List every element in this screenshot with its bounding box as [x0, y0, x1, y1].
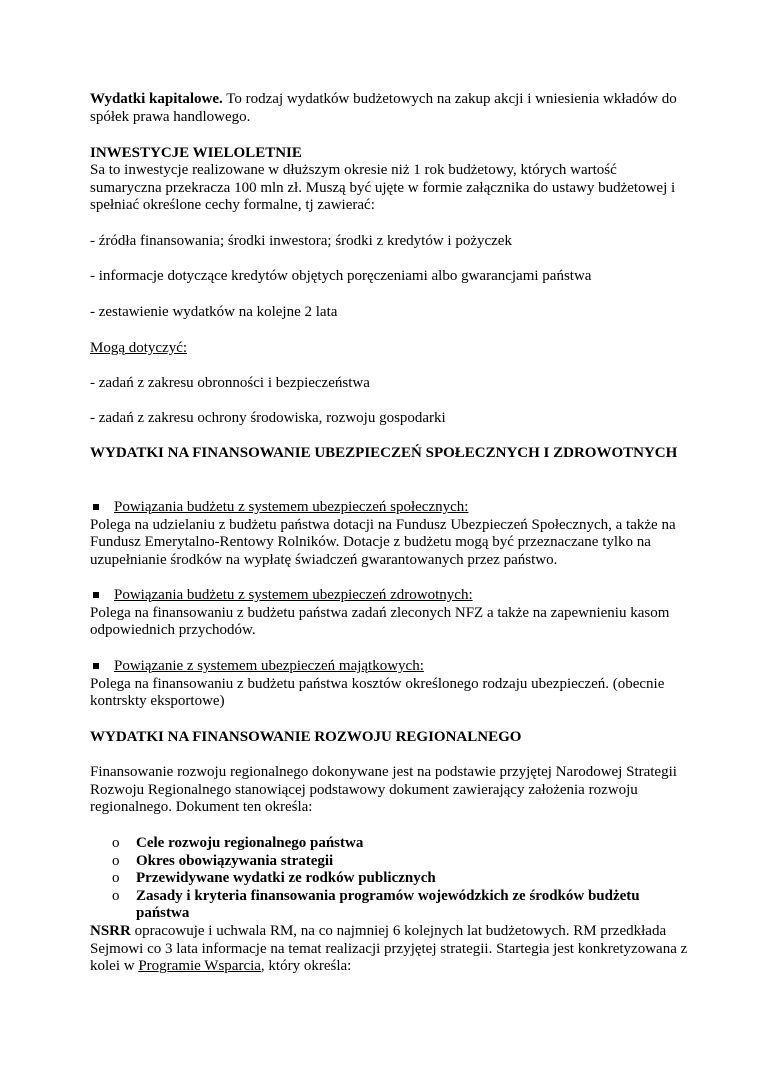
square-bullet-icon [93, 663, 99, 669]
square-bullet-icon [93, 592, 99, 598]
regional-list [90, 835, 690, 923]
social-insurance-text: Polega na udzielaniu z budżetu państwa dotacji na Fundusz Ubezpieczeń Społecznych, a także na Fundusz Emerytalno-Rentowy Rolników. Dotacje z budżetu mogą być przeznaczane tylko na uzupełnianie środków na wypłatę świadczeń gwarantowanych przez państwo. [90, 516, 676, 568]
circle-bullet-icon: o [112, 870, 120, 887]
property-insurance-text: Polega na finansowaniu z budżetu państwa kosztów określonego rodzaju ubezpieczeń. (obecnie kontrskty eksportowe) [90, 675, 665, 710]
regional-list-item [90, 835, 690, 853]
concern-label: Mogą dotyczyć: [90, 340, 188, 356]
regional-list-item-text: Okres obowiązywania strategii [136, 852, 334, 869]
property-insurance-section [90, 658, 690, 711]
social-insurance-title: Powiązania budżetu z systemem ubezpieczeń społecznych: [114, 499, 469, 515]
multiyear-heading: INWESTYCJE WIELOLETNIE [90, 145, 302, 161]
multiyear-item: - źródła finansowania; środki inwestora; środki z kredytów i pożyczek [90, 233, 512, 249]
social-insurance-title-row [90, 499, 690, 517]
regional-list-item [90, 853, 690, 871]
regional-heading: WYDATKI NA FINANSOWANIE ROZWOJU REGIONALNEGO [90, 729, 522, 745]
square-bullet-icon [93, 504, 99, 510]
property-insurance-title-row [90, 658, 690, 676]
support-program-link[interactable]: Programie Wsparcia [138, 958, 261, 975]
nsrr-abbr: NSRR [90, 923, 131, 939]
health-insurance-section [90, 587, 690, 640]
nsrr-paragraph [90, 923, 690, 976]
health-insurance-title: Powiązania budżetu z systemem ubezpieczeń zdrowotnych: [114, 587, 473, 603]
circle-bullet-icon: o [112, 852, 120, 869]
social-insurance-section [90, 499, 690, 569]
health-insurance-text: Polega na finansowaniu z budżetu państwa zadań zleconych NFZ a także na zapewnieniu kasom odpowiednich przychodów. [90, 604, 670, 639]
regional-intro: Finansowanie rozwoju regionalnego dokonywane jest na podstawie przyjętej Narodowej Strategii Rozwoju Regionalnego stanowiącej podstawowy dokument zawierający założenia rozwoju regionalnego. Dokument ten określa: [90, 764, 677, 816]
nsrr-text: opracowuje i uchwala RM, na co najmniej 6 kolejnych lat budżetowych. RM przedkłada Sejmowi co 3 lata informacje na temat realizacji przyjętej strategii. Startegia jest konkretyzowana z kolei w [90, 923, 688, 975]
capital-text: To rodzaj wydatków budżetowych na zakup akcji i wniesienia wkładów do spółek prawa handlowego. [90, 91, 677, 125]
capital-paragraph [90, 91, 690, 126]
regional-list-item-text: Zasady i kryteria finansowania programów wojewódzkich ze środków budżetu państwa [136, 887, 640, 922]
regional-list-item [90, 870, 690, 888]
multiyear-item: - zestawienie wydatków na kolejne 2 lata [90, 304, 338, 320]
multiyear-item: - informacje dotyczące kredytów objętych poręczeniami albo gwarancjami państwa [90, 268, 592, 284]
capital-title: Wydatki kapitalowe. [90, 91, 223, 107]
property-insurance-title: Powiązanie z systemem ubezpieczeń majątkowych: [114, 658, 424, 674]
regional-list-item-text: Przewidywane wydatki ze rodków publicznych [136, 870, 436, 887]
multiyear-intro: Sa to inwestycje realizowane w dłuższym okresie niż 1 rok budżetowy, których wartość sumaryczna przekracza 100 mln zł. Muszą być ujęte w formie załącznika do ustawy budżetowej i spełniać określone cechy formalne, tj zawierać: [90, 162, 676, 214]
circle-bullet-icon: o [112, 835, 120, 851]
health-insurance-title-row [90, 587, 690, 605]
concern-item: - zadań z zakresu obronności i bezpieczeństwa [90, 375, 370, 391]
regional-list-item-text: Cele rozwoju regionalnego państwa [136, 835, 364, 851]
nsrr-text-end: , który określa: [260, 958, 352, 975]
regional-list-item [90, 888, 690, 923]
circle-bullet-icon: o [112, 887, 120, 904]
concern-item: - zadań z zakresu ochrony środowiska, rozwoju gospodarki [90, 410, 446, 426]
insurance-heading: WYDATKI NA FINANSOWANIE UBEZPIECZEŃ SPOŁECZNYCH I ZDROWOTNYCH [90, 445, 678, 461]
